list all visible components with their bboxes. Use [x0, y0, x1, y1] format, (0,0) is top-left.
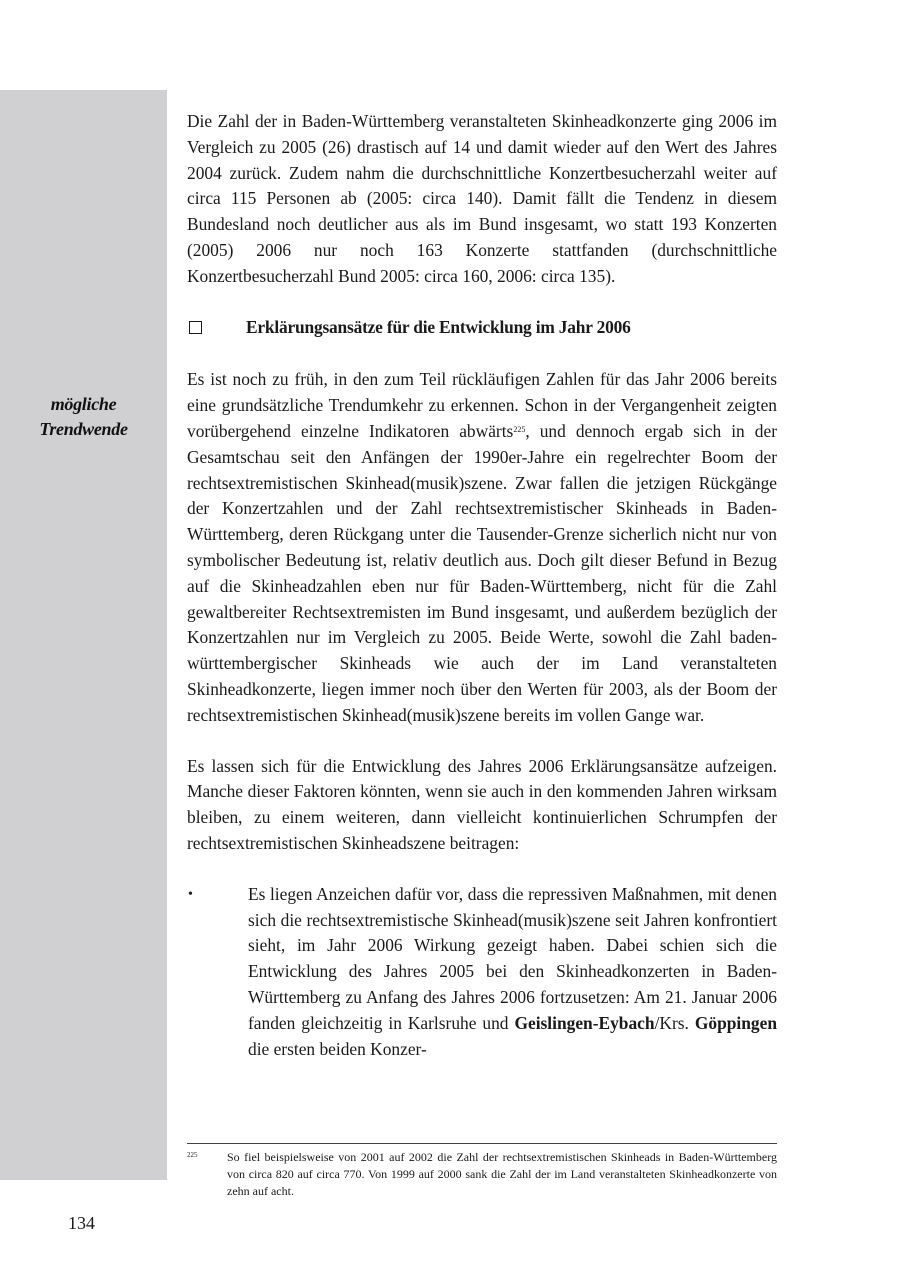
- place-name-geislingen: Geislingen-Eybach: [514, 1012, 655, 1033]
- margin-note-line1: mögliche: [50, 394, 117, 414]
- bullet-text-part3: die ersten beiden Konzer-: [248, 1038, 427, 1059]
- bullet-text: [248, 882, 777, 1063]
- main-text: [187, 109, 777, 1062]
- paragraph-2-part1: Es ist noch zu früh, in den zum Teil rückläufigen Zahlen für das Jahr 2006 bereits eine grundsätzliche Trendumkehr zu erkennen. Schon in der Vergangenheit zeigten vorübergehend einzelne Indikatoren abwärts: [187, 369, 777, 441]
- section-heading: [187, 315, 777, 341]
- footnote-divider: [187, 1143, 777, 1144]
- margin-note-line2: Trendwende: [39, 419, 128, 439]
- checkbox-bullet-icon: [189, 321, 202, 334]
- paragraph-1: Die Zahl der in Baden-Württemberg veranstalteten Skinheadkonzerte ging 2006 im Vergleich zu 2005 (26) drastisch auf 14 und damit wieder auf den Wert des Jahres 2004 zurück. Zudem nahm die durchschnittliche Konzertbesucherzahl weiter auf circa 115 Personen ab (2005: circa 140). Damit fällt die Tendenz in diesem Bundesland noch deutlicher aus als im Bund insgesamt, wo statt 193 Konzerten (2005) 2006 nur noch 163 Konzerte stattfanden (durchschnittliche Konzertbesucherzahl Bund 2005: circa 160, 2006: circa 135).: [187, 111, 777, 286]
- footnote-reference: 225: [513, 424, 526, 434]
- footnote: [187, 1149, 777, 1200]
- place-name-goeppingen: Göppingen: [694, 1012, 777, 1033]
- paragraph-2-part2: , und dennoch ergab sich in der Gesamtschau seit den Anfängen der 1990er-Jahre ein regelrechter Boom der rechtsextremistischen Skinhead(musik)szene. Zwar fallen die jetzigen Rückgänge der Konzertzahlen und der Zahl rechtsextremistischer Skinheads in Baden-Württemberg, deren Rückgang unter die Tausender-Grenze sicherlich nicht nur von symbolischer Bedeutung ist, relativ deutlich aus. Doch gilt dieser Befund in Bezug auf die Skinheadzahlen eben nur für Baden-Württemberg, nicht für die Zahl gewaltbereiter Rechtsextremisten im Bund insgesamt, und außerdem bezüglich der Konzertzahlen nur im Vergleich zu 2005. Beide Werte, sowohl die Zahl baden-württembergischer Skinheads wie auch der im Land veranstalteten Skinheadkonzerte, liegen immer noch über den Werten für 2003, als der Boom der rechtsextremistischen Skinhead(musik)szene bereits im vollen Gange war.: [187, 420, 777, 725]
- bullet-icon: •: [188, 886, 193, 902]
- footnote-text: So fiel beispielsweise von 2001 auf 2002 die Zahl der rechtsextremistischen Skinheads in Baden-Württemberg von circa 820 auf circa 770. Von 1999 auf 2000 sank die Zahl der im Land veranstalteten Skinheadkonzerte von zehn auf acht.: [227, 1150, 777, 1198]
- paragraph-2: [187, 367, 777, 728]
- margin-note: [0, 392, 167, 442]
- margin-sidebar: [0, 90, 167, 1180]
- paragraph-3: Es lassen sich für die Entwicklung des Jahres 2006 Erklärungsansätze aufzeigen. Manche dieser Faktoren könnten, wenn sie auch in den kommenden Jahren wirksam bleiben, zu einem weiteren, dann vielleicht kontinuierlichen Schrumpfen der rechtsextremistischen Skinheadszene beitragen:: [187, 755, 777, 853]
- bullet-text-part1: Es liegen Anzeichen dafür vor, dass die repressiven Maßnahmen, mit denen sich die rechtsextremistische Skinhead(musik)szene seit Jahren konfrontiert sieht, im Jahr 2006 Wirkung gezeigt haben. Dabei schien sich die Entwicklung des Jahres 2005 bei den Skinheadkonzerten in Baden-Württemberg zu Anfang des Jahres 2006 fortzusetzen: Am 21. Januar 2006 fanden gleichzeitig in Karlsruhe und: [248, 883, 777, 1033]
- section-heading-text: Erklärungsansätze für die Entwicklung im Jahr 2006: [246, 316, 631, 337]
- bullet-text-part2: /Krs.: [654, 1012, 695, 1033]
- page-number: 134: [68, 1213, 95, 1233]
- bullet-item: [187, 882, 777, 1063]
- footnote-number: 225: [187, 1151, 198, 1159]
